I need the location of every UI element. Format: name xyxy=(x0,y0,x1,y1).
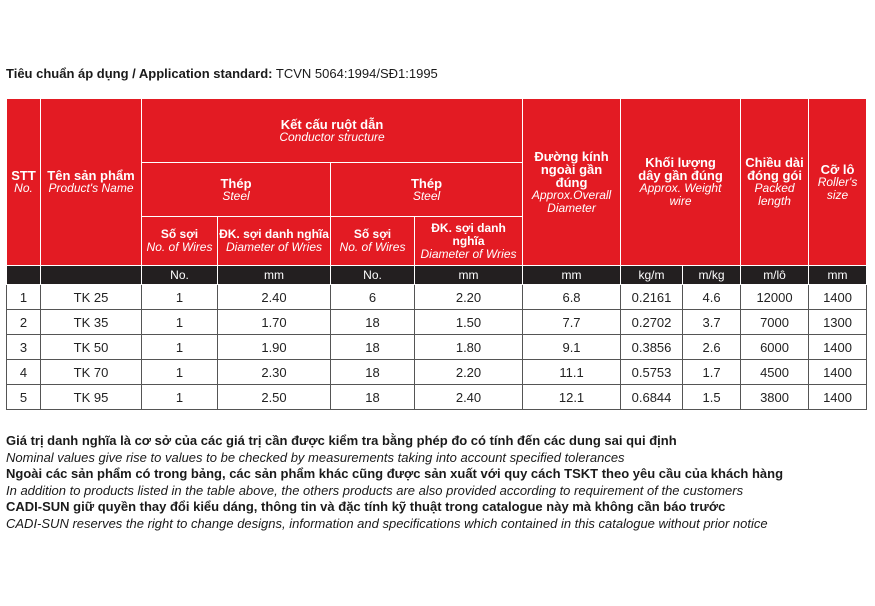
table-cell: 18 xyxy=(331,310,415,335)
header-product-name: Tên sản phẩm Product's Name xyxy=(41,99,142,266)
table-row xyxy=(7,285,867,310)
table-cell: 6.8 xyxy=(523,285,621,310)
header-conductor-structure: Kết cấu ruột dẫn Conductor structure xyxy=(142,99,523,163)
table-cell: 1.5 xyxy=(683,385,741,410)
header-diameter-outer: ĐK. sợi danh nghĩa Diameter of Wries xyxy=(415,217,523,266)
table-cell: 1300 xyxy=(809,310,867,335)
standard-label: Tiêu chuẩn áp dụng / Application standard: xyxy=(6,66,273,81)
table-cell: 18 xyxy=(331,360,415,385)
table-row xyxy=(7,310,867,335)
unit-cell: No. xyxy=(142,266,218,285)
table-cell: 1 xyxy=(7,285,41,310)
application-standard xyxy=(6,66,438,81)
table-cell: 4 xyxy=(7,360,41,385)
table-row xyxy=(7,335,867,360)
table-cell: 1 xyxy=(142,310,218,335)
table-cell: 1.7 xyxy=(683,360,741,385)
table-cell: 2.50 xyxy=(218,385,331,410)
header-overall-diameter: Đường kính ngoài gần đúng Approx.Overall Diameter xyxy=(523,99,621,266)
table-cell: 18 xyxy=(331,335,415,360)
table-cell: 12.1 xyxy=(523,385,621,410)
header-diameter-core: ĐK. sợi danh nghĩa Diameter of Wries xyxy=(218,217,331,266)
header-weight: Khối lượng dây gần đúng Approx. Weight wire xyxy=(621,99,741,266)
table-cell: 7000 xyxy=(741,310,809,335)
units-row xyxy=(7,266,867,285)
table-cell: 12000 xyxy=(741,285,809,310)
unit-cell: mm xyxy=(415,266,523,285)
header-steel-outer: Thép Steel xyxy=(331,163,523,217)
table-cell: TK 25 xyxy=(41,285,142,310)
table-cell: 2.30 xyxy=(218,360,331,385)
table-cell: 0.6844 xyxy=(621,385,683,410)
table-cell: 3.7 xyxy=(683,310,741,335)
table-cell: 3800 xyxy=(741,385,809,410)
table-cell: 1400 xyxy=(809,360,867,385)
header-stt: STT No. xyxy=(7,99,41,266)
table-cell: 2.6 xyxy=(683,335,741,360)
table-cell: 2.20 xyxy=(415,360,523,385)
table-cell: 1 xyxy=(142,285,218,310)
table-cell: 7.7 xyxy=(523,310,621,335)
table-cell: 1 xyxy=(142,360,218,385)
note-nominal-vi: Giá trị danh nghĩa là cơ sở của các giá trị cần được kiểm tra bằng phép đo có tính đến các dung sai qui định xyxy=(6,433,677,448)
table-cell: 0.5753 xyxy=(621,360,683,385)
table-cell: 18 xyxy=(331,385,415,410)
table-cell: 11.1 xyxy=(523,360,621,385)
table-cell: 6 xyxy=(331,285,415,310)
table-cell: 4.6 xyxy=(683,285,741,310)
standard-value: TCVN 5064:1994/SĐ1:1995 xyxy=(275,66,438,81)
unit-cell: kg/m xyxy=(621,266,683,285)
header-roller-size: Cỡ lô Roller's size xyxy=(809,99,867,266)
table-cell: 2.40 xyxy=(415,385,523,410)
table-row xyxy=(7,385,867,410)
table-cell: 1 xyxy=(142,335,218,360)
unit-cell: mm xyxy=(809,266,867,285)
table-cell: 1 xyxy=(142,385,218,410)
notes xyxy=(6,433,783,532)
unit-cell: No. xyxy=(331,266,415,285)
note-custom-vi: Ngoài các sản phẩm có trong bảng, các sản phẩm khác cũng được sản xuất với quy cách TSKT theo yêu cầu của khách hàng xyxy=(6,466,784,481)
table-cell: 2 xyxy=(7,310,41,335)
unit-cell: m/lô xyxy=(741,266,809,285)
unit-cell: mm xyxy=(218,266,331,285)
table-cell: 1.50 xyxy=(415,310,523,335)
table-cell: 5 xyxy=(7,385,41,410)
table-cell: 1400 xyxy=(809,335,867,360)
table-cell: 2.40 xyxy=(218,285,331,310)
unit-cell: mm xyxy=(523,266,621,285)
table-cell: 0.3856 xyxy=(621,335,683,360)
table-cell: 1400 xyxy=(809,285,867,310)
table-cell: 6000 xyxy=(741,335,809,360)
table-cell: TK 95 xyxy=(41,385,142,410)
table-cell: 4500 xyxy=(741,360,809,385)
note-rights-en: CADI-SUN reserves the right to change designs, information and specifications which contained in this catalogue without prior notice xyxy=(6,515,768,531)
note-nominal-en: Nominal values give rise to values to be checked by measurements taking into account specified tolerances xyxy=(6,449,625,465)
spec-table xyxy=(6,98,867,410)
table-cell: TK 35 xyxy=(41,310,142,335)
header-packed-length: Chiều dài đóng gói Packed length xyxy=(741,99,809,266)
note-rights-vi: CADI-SUN giữ quyền thay đổi kiểu dáng, thông tin và đặc tính kỹ thuật trong catalogue này mà không cần báo trước xyxy=(6,499,726,514)
table-cell: 1400 xyxy=(809,385,867,410)
header-wires-outer: Số sợi No. of Wires xyxy=(331,217,415,266)
header-wires-core: Số sợi No. of Wires xyxy=(142,217,218,266)
table-cell: 2.20 xyxy=(415,285,523,310)
table-cell: 3 xyxy=(7,335,41,360)
header-steel-core: Thép Steel xyxy=(142,163,331,217)
table-cell: 1.90 xyxy=(218,335,331,360)
table-cell: 0.2161 xyxy=(621,285,683,310)
note-custom-en: In addition to products listed in the table above, the others products are also provided according to requirement of the customers xyxy=(6,482,744,498)
table-cell: 1.80 xyxy=(415,335,523,360)
table-cell: TK 70 xyxy=(41,360,142,385)
table-cell: 0.2702 xyxy=(621,310,683,335)
table-row xyxy=(7,360,867,385)
table-cell: TK 50 xyxy=(41,335,142,360)
table-cell: 1.70 xyxy=(218,310,331,335)
table-cell: 9.1 xyxy=(523,335,621,360)
table-body xyxy=(7,285,867,410)
unit-cell: m/kg xyxy=(683,266,741,285)
